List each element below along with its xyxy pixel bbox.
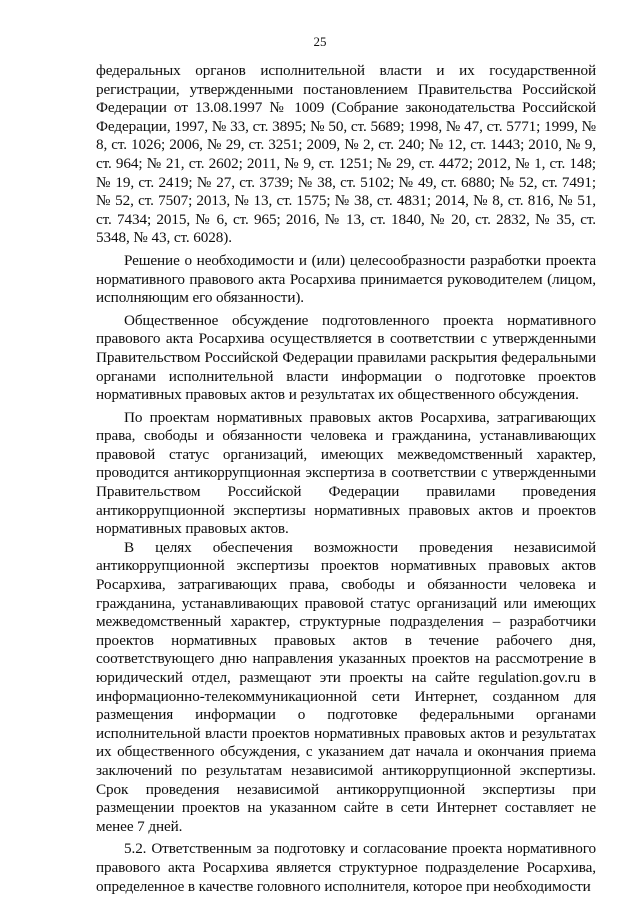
paragraph-independent-expertise: В целях обеспечения возможности проведения независимой антикоррупционной экспертизы проектов нормативных правовых актов Росархива, затрагивающих права, свободы и обязанности человека и гражданина, устанавливающих правовой статус организаций или имеющих межведомственный характер, структурные подразделения – разработчики проектов нормативных правовых актов в течение рабочего дня, соответствующего дню направления указанных проектов на рассмотрение в юридический отдел, размещают эти проекты на сайте regulation.gov.ru в информационно-телекоммуникационной сети Интернет, созданном для размещения информации о подготовке федеральными органами исполнительной власти проектов нормативных правовых актов и результатах их общественного обсуждения, с указанием дат начала и окончания приема заключений по результатам независимой антикоррупционной экспертизы. Срок проведения независимой антикоррупционной экспертизы при размещении проектов на указанном сайте в сети Интернет составляет не менее 7 дней. xyxy=(96,538,596,835)
paragraph-regulation-references: федеральных органов исполнительной власти и их государственной регистрации, утвержденными постановлением Правительства Российской Федерации от 13.08.1997 № 1009 (Собрание законодательства Российской Федерации, 1997, № 33, ст. 3895; № 50, ст. 5689; 1998, № 47, ст. 5771; 1999, № 8, ст. 1026; 2006, № 29, ст. 3251; 2009, № 2, ст. 240; № 12, ст. 1443; 2010, № 9, ст. 964; № 21, ст. 2602; 2011, № 9, ст. 1251; № 29, ст. 4472; 2012, № 1, ст. 148; № 19, ст. 2419; № 27, ст. 3739; № 38, ст. 5102; № 49, ст. 6880; № 52, ст. 7491; № 52, ст. 7507; 2013, № 13, ст. 1575; № 38, ст. 4831; 2014, № 8, ст. 816, № 51, ст. 7434; 2015, № 6, ст. 965; 2016, № 13, ст. 1840, № 20, ст. 2832, № 35, ст. 5348, № 43, ст. 6028). xyxy=(96,62,596,247)
paragraph-section-5-2: 5.2. Ответственным за подготовку и согласование проекта нормативного правового акта Росархива является структурное подразделение Росархива, определенное в качестве головного исполнителя, которое при необходимости xyxy=(96,840,596,895)
paragraph-anticorruption-expertise: По проектам нормативных правовых актов Росархива, затрагивающих права, свободы и обязанности человека и гражданина, устанавливающих правовой статус организаций, имеющих межведомственный характер, проводится антикоррупционная экспертиза в соответствии с утвержденными Правительством Российской Федерации правилами проведения антикоррупционной экспертизы нормативных правовых актов и проектов нормативных правовых актов. xyxy=(96,408,596,538)
document-body xyxy=(96,62,596,896)
page-number: 25 xyxy=(313,34,327,49)
paragraph-public-discussion: Общественное обсуждение подготовленного проекта нормативного правового акта Росархива осуществляется в соответствии с утвержденными Правительством Российской Федерации правилами раскрытия федеральными органами исполнительной власти информации о подготовке проектов нормативных правовых актов и результатах их общественного обсуждения. xyxy=(96,311,596,404)
paragraph-decision: Решение о необходимости и (или) целесообразности разработки проекта нормативного правового акта Росархива принимается руководителем (лицом, исполняющим его обязанности). xyxy=(96,251,596,307)
